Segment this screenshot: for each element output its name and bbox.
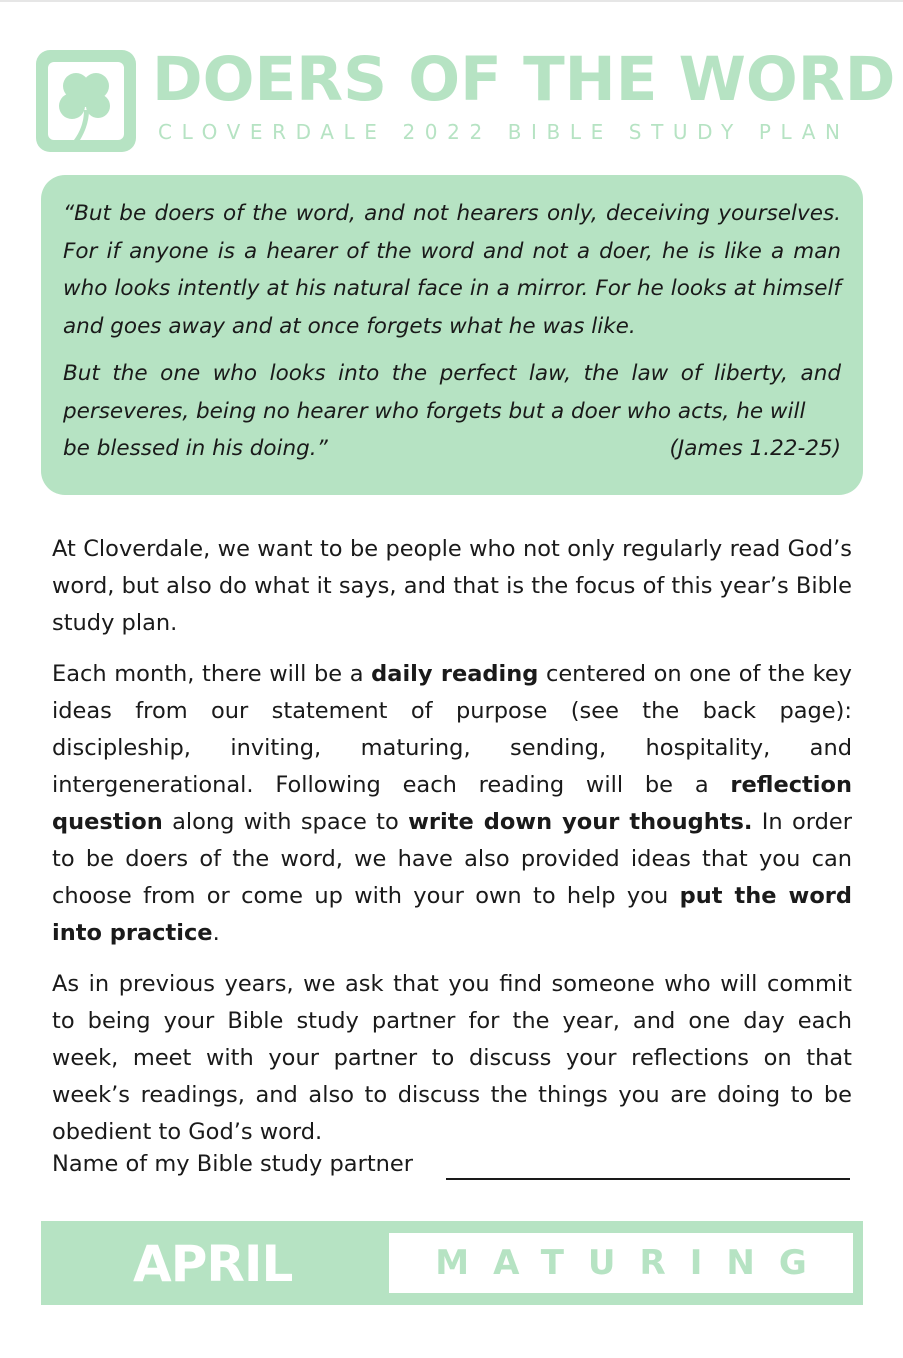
p2-text-a: Each month, there will be a	[52, 661, 372, 687]
theme-label: MATURING	[435, 1243, 831, 1283]
intro-paragraph-3: As in previous years, we ask that you find someone who will commit to being your Bible study partner for the year, and one day each week, meet with your partner to discuss your reflections on that week’s readings, and also to discuss the things you are doing to be obedient to God’s word.	[52, 971, 852, 1145]
partner-name-line[interactable]	[446, 1178, 850, 1180]
month-label: APRIL	[133, 1235, 293, 1293]
month-banner	[41, 1221, 863, 1305]
clover-logo	[36, 50, 136, 152]
p2-text-e: along with space to	[162, 809, 409, 835]
top-rule	[0, 0, 903, 2]
scripture-quote-box	[41, 175, 863, 495]
reflection-question-emphasis: reflection question	[52, 772, 852, 835]
p2-text-g: In order to be doers of the word, we have also provided ideas that you can choose from or come up with your own to help you	[52, 809, 852, 909]
intro-body	[52, 531, 852, 1165]
quote-paragraph-2	[63, 355, 841, 468]
page-subtitle: CLOVERDALE 2022 BIBLE STUDY PLAN	[158, 120, 850, 144]
quote-paragraph-2-main: But the one who looks into the perfect law, the law of liberty, and perseveres, being no hearer who forgets but a doer who acts, he will	[63, 361, 841, 424]
page-title: DOERS OF THE WORD	[152, 44, 896, 115]
p2-text-c: centered on one of the key ideas from our statement of purpose (see the back page): discipleship, inviting, maturing, sending, hospitality, and intergenerational. Following each reading will be a	[52, 661, 852, 798]
quote-paragraph-1: “But be doers of the word, and not hearers only, deceiving yourselves. For if anyone is a hearer of the word and not a doer, he is like a man who looks intently at his natural face in a mirror. For he looks at himself and goes away and at once forgets what he was like.	[63, 201, 841, 339]
p2-text-i: .	[212, 920, 220, 946]
practice-emphasis: put the word into practice	[52, 883, 852, 946]
clover-icon	[36, 50, 136, 152]
write-thoughts-emphasis: write down your thoughts.	[408, 809, 753, 835]
partner-field	[52, 1146, 852, 1186]
intro-paragraph-2	[52, 656, 852, 952]
theme-box	[389, 1233, 853, 1293]
daily-reading-emphasis: daily reading	[371, 661, 539, 687]
intro-paragraph-1: At Cloverdale, we want to be people who not only regularly read God’s word, but also do what it says, and that is the focus of this year’s Bible study plan.	[52, 536, 852, 636]
quote-reference: (James 1.22-25)	[669, 436, 841, 461]
partner-label: Name of my Bible study partner	[52, 1151, 414, 1177]
quote-paragraph-2-end: be blessed in his doing.”	[63, 436, 328, 461]
quote-last-line	[63, 430, 841, 468]
